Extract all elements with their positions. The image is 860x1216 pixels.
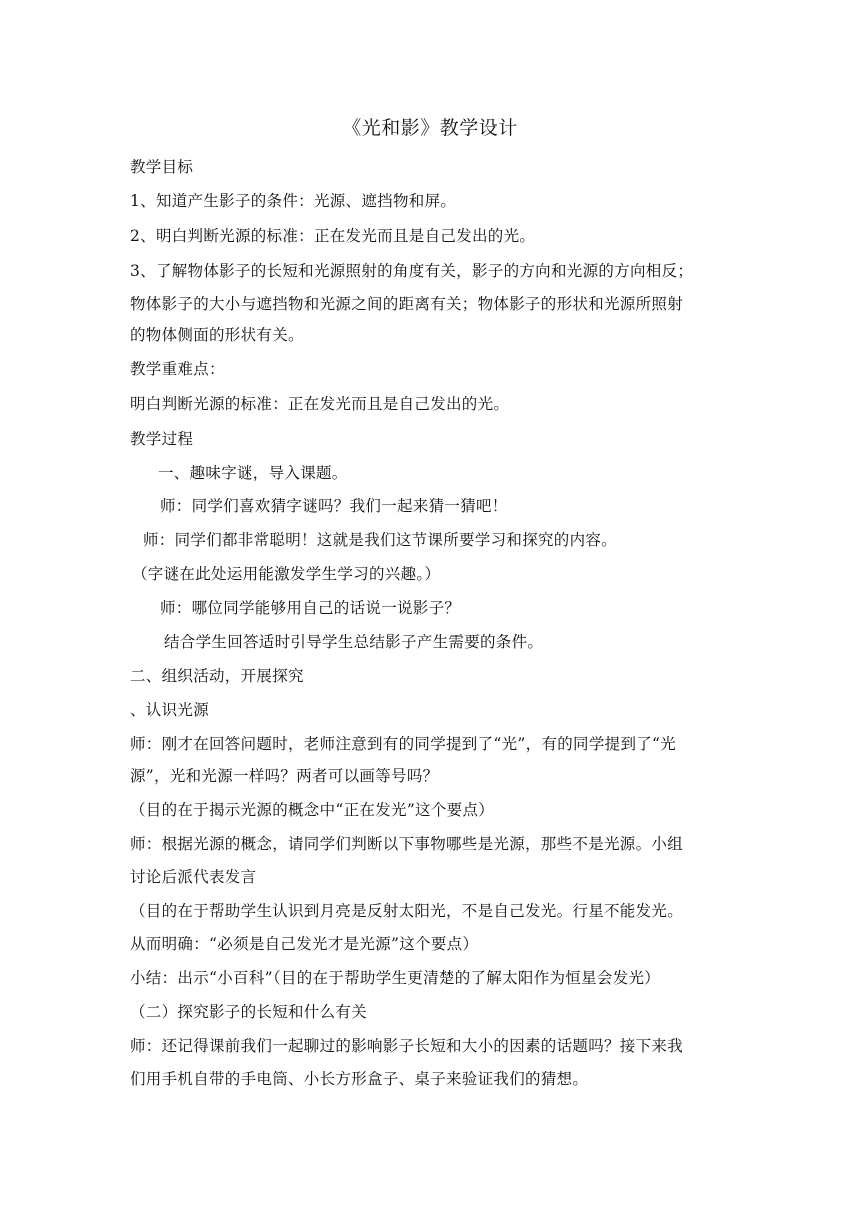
process-paragraph-line-2: 们用手机自带的手电筒、小长方形盒子、桌子来验证我们的猜想。	[130, 1070, 589, 1088]
process-note: （目的在于揭示光源的概念中“正在发光”这个要点）	[130, 801, 495, 819]
process-step-2-heading: 二、组织活动，开展探究	[130, 667, 304, 685]
process-step-1-heading: 一、趣味字谜，导入课题。	[158, 464, 348, 482]
process-paragraph: 结合学生回答适时引导学生总结影子产生需要的条件。	[164, 633, 544, 651]
process-note: （字谜在此处运用能激发学生学习的兴趣。）	[132, 565, 441, 583]
objective-item-2: 2、明白判断光源的标准：正在发光而且是自己发出的光。	[130, 227, 536, 245]
section-heading-process: 教学过程	[130, 430, 194, 448]
section-heading-objectives: 教学目标	[130, 158, 194, 176]
subsection-heading-light-source: 、认识光源	[130, 701, 210, 719]
process-paragraph-line-1: 师：根据光源的概念，请同学们判断以下事物哪些是光源，那些不是光源。小组	[130, 835, 684, 853]
process-paragraph-line-2: 源”，光和光源一样吗？两者可以画等号吗？	[130, 767, 439, 785]
subsection-heading-shadow-length: （二）探究影子的长短和什么有关	[130, 1003, 368, 1021]
objective-item-3-line-1: 3、了解物体影子的长短和光源照射的角度有关，影子的方向和光源的方向相反；	[130, 262, 694, 280]
key-point-text: 明白判断光源的标准：正在发光而且是自己发出的光。	[130, 395, 510, 413]
summary-paragraph: 小结：出示“小百科”（目的在于帮助学生更清楚的了解太阳作为恒星会发光）	[130, 969, 661, 987]
objective-item-1: 1、知道产生影子的条件：光源、遮挡物和屏。	[130, 192, 457, 210]
process-paragraph-line-1: 师：还记得课前我们一起聊过的影响影子长短和大小的因素的话题吗？接下来我	[130, 1037, 684, 1055]
process-paragraph: 师：同学们喜欢猜字谜吗？我们一起来猜一猜吧！	[160, 497, 508, 515]
objective-item-3-line-3: 的物体侧面的形状有关。	[130, 326, 304, 344]
document-title: 《光和影》教学设计	[342, 117, 518, 139]
process-paragraph-line-1: 师：刚才在回答问题时，老师注意到有的同学提到了“光”，有的同学提到了“光	[130, 735, 677, 753]
process-paragraph: 师：同学们都非常聪明！这就是我们这节课所要学习和探究的内容。	[143, 531, 618, 549]
process-note-line-1: （目的在于帮助学生认识到月亮是反射太阳光，不是自己发光。行星不能发光。	[130, 902, 684, 920]
process-paragraph: 师：哪位同学能够用自己的话说一说影子？	[160, 599, 461, 617]
process-paragraph-line-2: 讨论后派代表发言	[130, 868, 257, 886]
process-note-line-2: 从而明确：“必须是自己发光才是光源”这个要点）	[130, 935, 479, 953]
objective-item-3-line-2: 物体影子的大小与遮挡物和光源之间的距离有关；物体影子的形状和光源所照射	[130, 295, 684, 313]
section-heading-key-points: 教学重难点：	[130, 360, 225, 378]
